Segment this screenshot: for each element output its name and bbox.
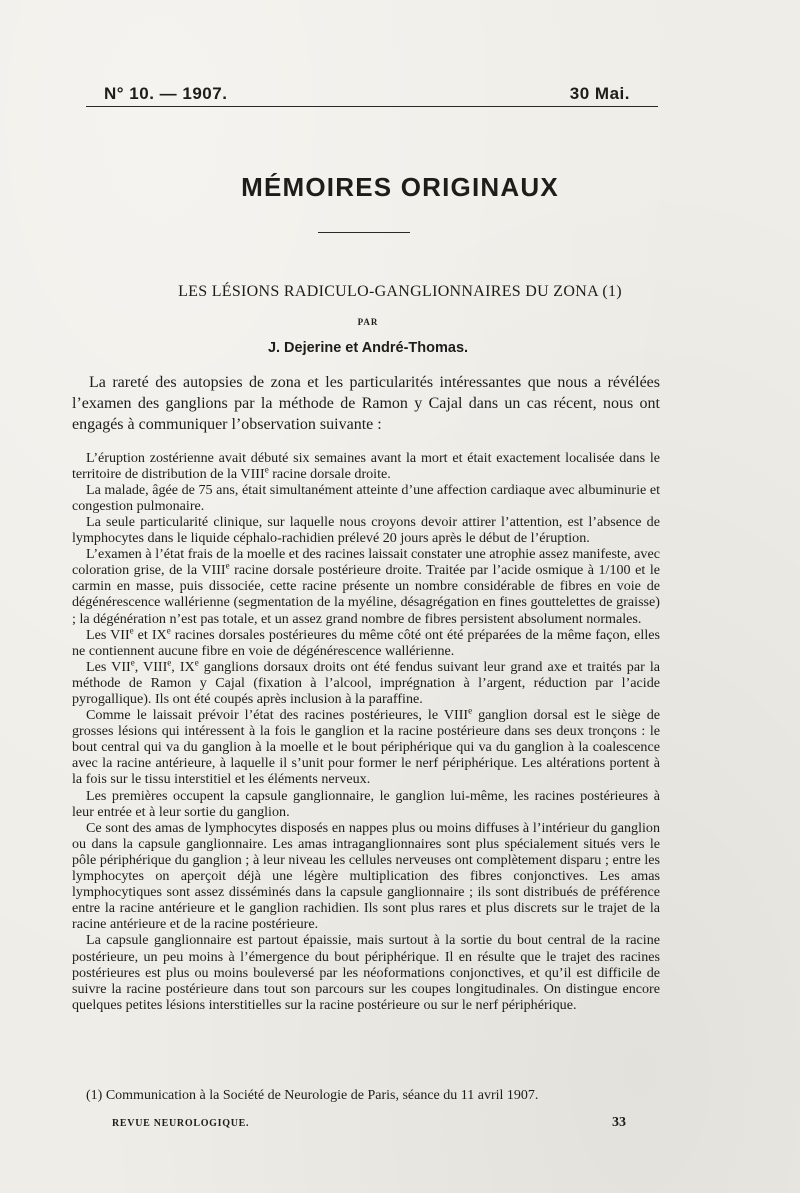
paragraph: La malade, âgée de 75 ans, était simultanément atteinte d’une affection cardiaque avec albuminurie et congestion pulmonaire. — [72, 481, 660, 514]
intro-paragraph: La rareté des autopsies de zona et les particularités intéressantes que nous a révélées l’examen des ganglions par la méthode de Ramon y Cajal dans un cas récent, nous ont engagés à communiquer l’observation suivante : — [72, 374, 660, 434]
article-title: LES LÉSIONS RADICULO-GANGLIONNAIRES DU ZONA (1) — [178, 283, 622, 300]
section-title: MÉMOIRES ORIGINAUX — [241, 172, 559, 202]
journal-name: REVUE NEUROLOGIQUE. — [112, 1118, 250, 1129]
issue-number: N° 10. — 1907. — [104, 84, 228, 103]
issue-date: 30 Mai. — [569, 84, 630, 103]
paragraph: Les VIIe, VIIIe, IXe ganglions dorsaux droits ont été fendus suivant leur grand axe et traités par la méthode de Ramon y Cajal (fixation à l’alcool, imprégnation à l’argent, réduction par l’acide pyrogallique). Ils ont été coupés après inclusion à la paraffine. — [72, 657, 660, 708]
paragraph: La seule particularité clinique, sur laquelle nous croyons devoir attirer l’attention, est l’absence de lymphocytes dans le liquide céphalo-rachidien prélevé 20 jours après le début de l’éruption. — [72, 513, 660, 547]
running-footer — [112, 1115, 626, 1130]
article-body — [72, 372, 660, 1013]
observation-paragraphs — [72, 450, 660, 1013]
paragraph: Ce sont des amas de lymphocytes disposés en nappes plus ou moins diffuses à l’intérieur du ganglion ou dans la capsule ganglionnaire. Les amas intraganglionnaires sont plus spécialement situés vers le pôle périphérique du ganglion ; à leur niveau les cellules nerveuses ont complètement disparu ; entre les lymphocytes on aperçoit déjà une légère multiplication des fibres conjonctives. Les amas lymphocytiques sont assez disséminés dans la capsule ganglionnaire ; ils sont distribués de préférence entre la racine antérieure et le ganglion rachidien. Ils sont plus rares et plus discrets sur le trajet de la racine antérieure et de la racine postérieure. — [72, 819, 660, 933]
title-divider — [318, 232, 410, 233]
page-number: 33 — [612, 1115, 626, 1130]
paragraph: La capsule ganglionnaire est partout épaissie, mais surtout à la sortie du bout central de la racine postérieure, un peu moins à l’émergence du bout périphérique. Il en résulte que le trajet des racines postérieures est plus ou moins bouleversé par les néoformations conjonctives, et qu’il est difficile de suivre la racine postérieure dans tout son parcours sur les coupes longitudinales. On distingue encore quelques petites lésions interstitielles sur la racine postérieure ou sur le nerf périphérique. — [72, 932, 660, 1013]
paragraph: Les premières occupent la capsule ganglionnaire, le ganglion lui-même, les racines postérieures à leur entrée et à leur sortie du ganglion. — [72, 787, 660, 820]
paragraph: Les VIIe et IXe racines dorsales postérieures du même côté ont été préparées de la même façon, elles ne contiennent aucune fibre en voie de dégénérescence wallérienne. — [72, 624, 661, 659]
paragraph: L’éruption zostérienne avait débuté six semaines avant la mort et était exactement localisée dans le territoire de distribution de la VIIIe racine dorsale droite. — [72, 449, 660, 482]
header-rule — [86, 106, 658, 107]
paragraph: L’examen à l’état frais de la moelle et des racines laissait constater une atrophie assez manifeste, avec coloration grise, de la VIIIe racine dorsale postérieure droite. Traitée par l’acide osmique à 1/100 et le carmin en masse, puis dissociée, cette racine présente un nombre considérable de fibres en voie de dégénérescence wallérienne (segmentation de la myéline, désagrégation en fines gouttelettes de graisse) ; la dégénération n’est pas totale, et un assez grand nombre de fibres persistent absolument normales. — [72, 546, 660, 627]
paragraph: Comme le laissait prévoir l’état des racines postérieures, le VIIIe ganglion dorsal est le siège de grosses lésions qui intéressent à la fois le ganglion et la racine postérieure dans ses deux tronçons : le bout central qui va du ganglion à la moelle et le bout périphérique qui va du ganglion à la coalescence avec la racine antérieure, à laquelle il s’unit pour former le nerf périphérique. Les altérations portent à la fois sur le tissu interstitiel et les éléments nerveux. — [72, 705, 660, 788]
article-authors: J. Dejerine et André-Thomas. — [267, 340, 469, 356]
footnote: (1) Communication à la Société de Neurologie de Paris, séance du 11 avril 1907. — [86, 1088, 539, 1103]
byline-par: PAR — [357, 317, 379, 327]
